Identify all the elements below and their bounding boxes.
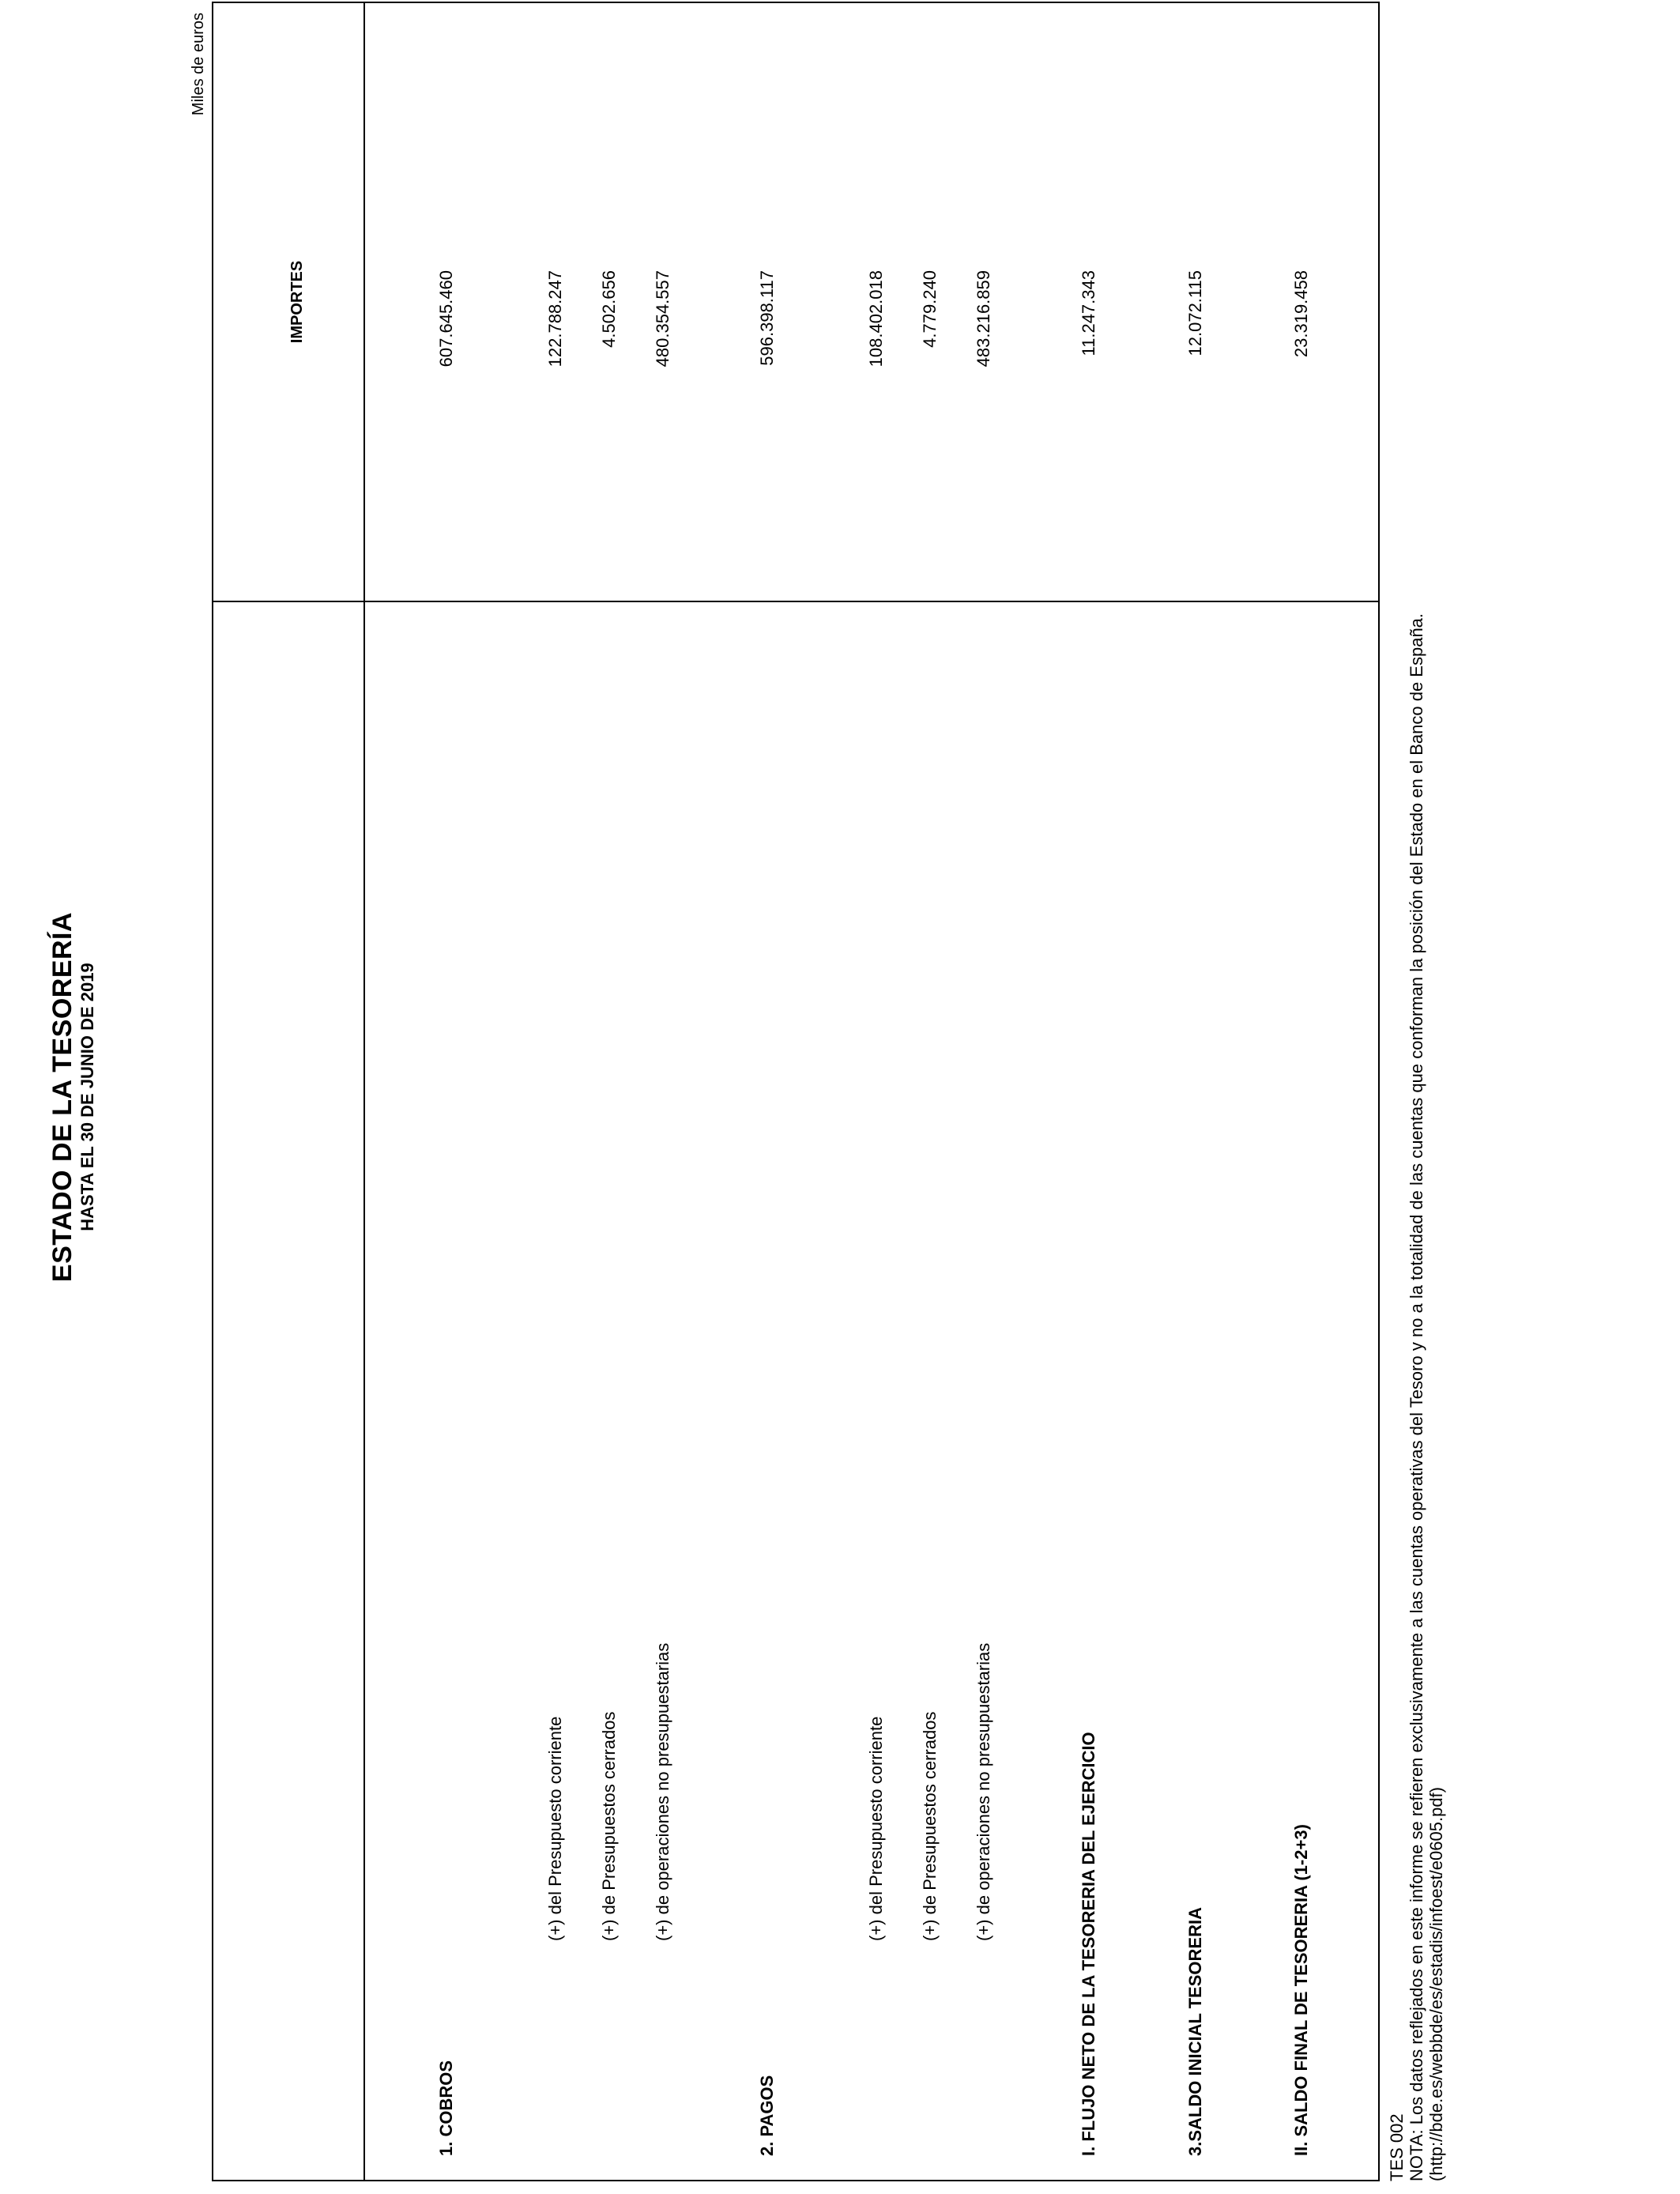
row-value-pagos: 596.398.117	[757, 270, 777, 366]
row-label: (+) del Presupuesto corriente	[866, 1716, 886, 1941]
row-label-pagos: 2. PAGOS	[757, 2075, 777, 2156]
footer-note: NOTA: Los datos reflejados en este informe se refieren exclusivamente a las cuentas operativas del Tesoro y no a la totalidad de las cuentas que conforman la posición del Estado en el Banco de España.	[1407, 613, 1426, 2181]
row-label: (+) de Presupuestos cerrados	[920, 1711, 940, 1941]
row-label-saldo-inicial: 3.SALDO INICIAL TESORERIA	[1185, 1907, 1205, 2156]
row-value: 4.502.656	[599, 270, 619, 348]
row-value: 122.788.247	[545, 270, 565, 368]
row-value: 108.402.018	[866, 270, 886, 368]
row-value-saldo-final: 23.319.458	[1291, 270, 1311, 358]
footer-link: (http://bde.es/webbde/es/estadis/infoest/e0605.pdf)	[1426, 1787, 1446, 2181]
row-value-saldo-inicial: 12.072.115	[1185, 270, 1205, 356]
row-label: (+) de operaciones no presupuestarias	[653, 1642, 672, 1941]
row-label-saldo-final: II. SALDO FINAL DE TESORERIA (1-2+3)	[1291, 1824, 1311, 2156]
row-value-cobros: 607.645.460	[436, 270, 456, 368]
row-label: (+) del Presupuesto corriente	[545, 1716, 565, 1941]
page-title: ESTADO DE LA TESORERÍA	[47, 911, 77, 1283]
row-label: (+) de operaciones no presupuestarias	[974, 1642, 993, 1941]
footer	[1387, 613, 1446, 2181]
page-subtitle: HASTA EL 30 DE JUNIO DE 2019	[77, 963, 97, 1231]
footer-code: TES 002	[1387, 2113, 1407, 2181]
row-value: 483.216.859	[974, 270, 993, 368]
table-header-divider	[363, 2, 365, 2181]
row-label: (+) de Presupuestos cerrados	[599, 1711, 619, 1941]
row-value: 480.354.557	[653, 270, 672, 368]
row-value-flujo-neto: 11.247.343	[1079, 270, 1098, 356]
row-label-cobros: 1. COBROS	[436, 2060, 456, 2156]
title-block	[47, 0, 98, 2194]
column-header-importes: IMPORTES	[288, 260, 306, 344]
row-label-flujo-neto: I. FLUJO NETO DE LA TESORERIA DEL EJERCICIO	[1079, 1732, 1098, 2156]
units-label: Miles de euros	[190, 13, 207, 116]
row-value: 4.779.240	[920, 270, 940, 348]
